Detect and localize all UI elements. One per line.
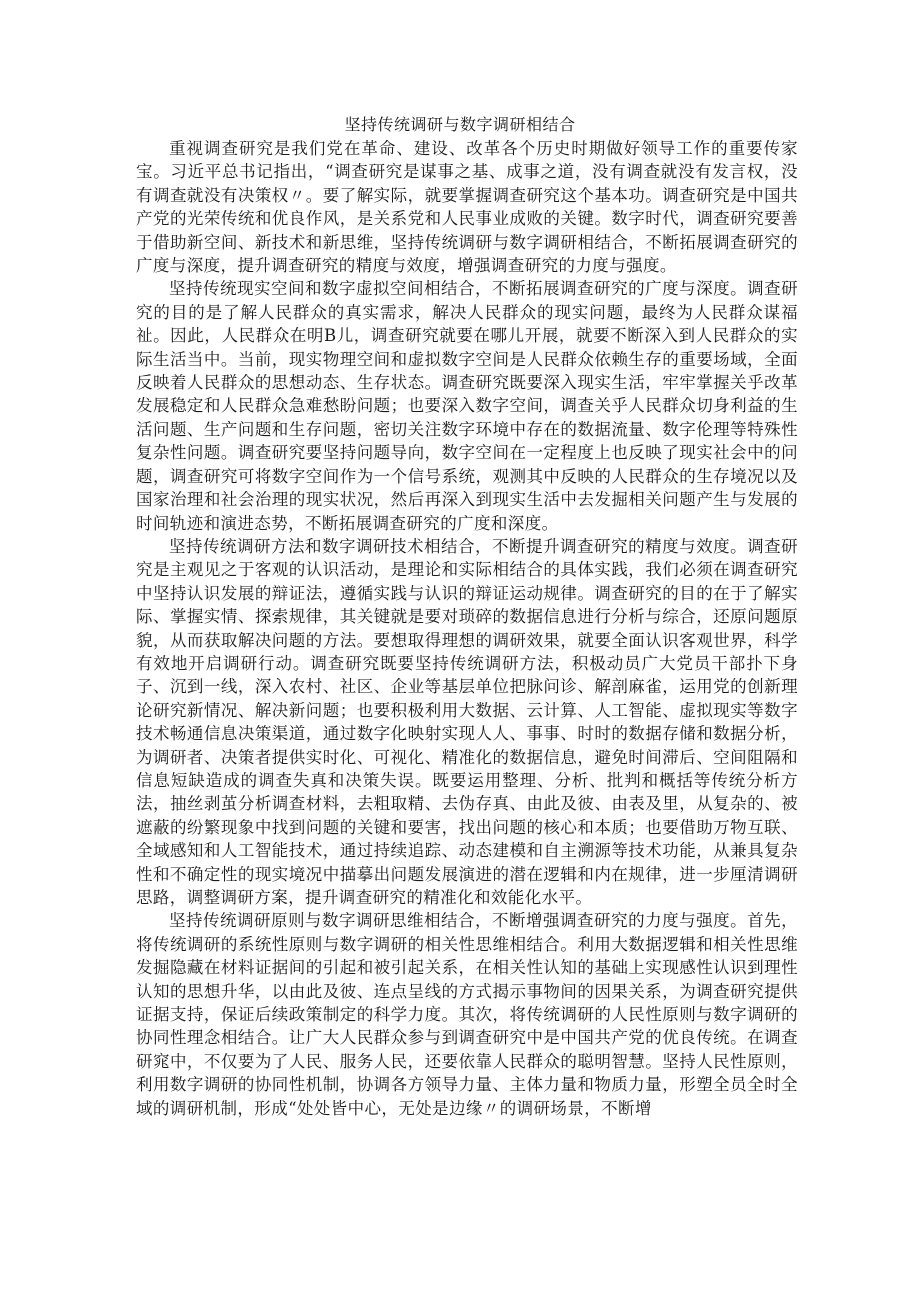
paragraph-principles: 坚持传统调研原则与数字调研思维相结合，不断增强调查研究的力度与强度。首先，将传统调研的系统性原则与数字调研的相关性思维相结合。利用大数据逻辑和相关性思维发掘隐藏在材料证据间的引起和被引起关系，在相关性认知的基础上实现感性认识到理性认知的思想升华，以由此及彼、连点呈线的方式揭示事物间的因果关系，为调查研究提供证据支持，保证后续政策制定的科学力度。其次，将传统调研的人民性原则与数字调研的协同性理念相结合。让广大人民群众参与到调查研究中是中国共产党的优良传统。在调查研窕中，不仅要为了人民、服务人民，还要依靠人民群众的聪明智慧。坚持人民性原则，利用数字调研的协同性机制，协调各方领导力量、主体力量和物质力量，形塑全员全时全域的调研机制，形成“处处皆中心，无处是边缘〃的调研场景，不断增 (136, 911, 798, 1118)
paragraph-methods: 坚持传统调研方法和数字调研技术相结合，不断提升调查研究的精度与效度。调查研究是主观见之于客观的认识活动，是理论和实际相结合的具体实践，我们必须在调查研究中坚持认识发展的辩证法，遵循实践与认识的辩证运动规律。调查研究的目的在于了解实际、掌握实情、探索规律，其关键就是要对琐碎的数据信息进行分析与综合，还原问题原貌，从而获取解决问题的方法。要想取得理想的调研效果，就要全面认识客观世界，科学有效地开启调研行动。调查研究既要坚持传统调研方法，积极动员广大党员干部扑下身子、沉到一线，深入农村、社区、企业等基层单位把脉问诊、解剖麻雀，运用党的创新理论研究新情况、解决新问题；也要积极利用大数据、云计算、人工智能、虚拟现实等数字技术畅通信息决策渠道，通过数字化映射实现人人、事事、时时的数据存储和数据分析，为调研者、决策者提供实时化、可视化、精准化的数据信息，避免时间滞后、空间阻隔和信息短缺造成的调查失真和决策失误。既要运用整理、分析、批判和概括等传统分析方法，抽丝剥茧分析调查材料，去粗取精、去伪存真、由此及彼、由表及里，从复杂的、被遮蔽的纷繁现象中找到问题的关键和要害，找出问题的核心和本质；也要借助万物互联、全域感知和人工智能技术，通过持续追踪、动态建模和自主溯源等技术功能，从兼具复杂性和不确定性的现实境况中描摹出问题发展演进的潜在逻辑和内在规律，进一步厘清调研思路，调整调研方案，提升调查研究的精准化和效能化水平。 (136, 536, 798, 907)
paragraph-intro: 重视调查研究是我们党在革命、建设、改革各个历史时期做好领导工作的重要传家宝。习近平总书记指出，“调查研究是谋事之基、成事之道，没有调查就没有发言权，没有调查就没有决策权〃。要了解实际，就要掌握调查研究这个基本功。调查研究是中国共产党的光荣传统和优良作风，是关系党和人民事业成败的关键。数字时代，调查研究要善于借助新空间、新技术和新思维，坚持传统调研与数字调研相结合，不断拓展调查研究的广度与深度，提升调查研究的精度与效度，增强调查研究的力度与强度。 (136, 139, 798, 276)
document-title: 坚持传统调研与数字调研相结合 (344, 115, 576, 134)
paragraph-space: 坚持传统现实空间和数字虚拟空间相结合，不断拓展调查研究的广度与深度。调查研究的目的是了解人民群众的真实需求，解决人民群众的现实问题，最终为人民群众谋福祉。因此，人民群众在明B儿，调查研究就要在哪儿开展，就要不断深入到人民群众的实际生活当中。当前，现实物理空间和虚拟数字空间是人民群众依赖生存的重要场域，全面反映着人民群众的思想动态、生存状态。调查研究既要深入现实生活，牢牢掌握关乎改革发展稳定和人民群众急难愁盼问题；也要深入数字空间，调查关乎人民群众切身利益的生活问题、生产问题和生存问题，密切关注数字环境中存在的数据流量、数字伦理等特殊性复杂性问题。调查研究要坚持问题导向，数字空间在一定程度上也反映了现实社会中的问题，调查研究可将数字空间作为一个信号系统，观测其中反映的人民群众的生存境况以及国家治理和社会治理的现实状况，然后再深入到现实生活中去发掘相关问题产生与发展的时间轨迹和演进态势，不断拓展调查研究的广度和深度。 (136, 279, 798, 533)
document-body (136, 137, 798, 1120)
